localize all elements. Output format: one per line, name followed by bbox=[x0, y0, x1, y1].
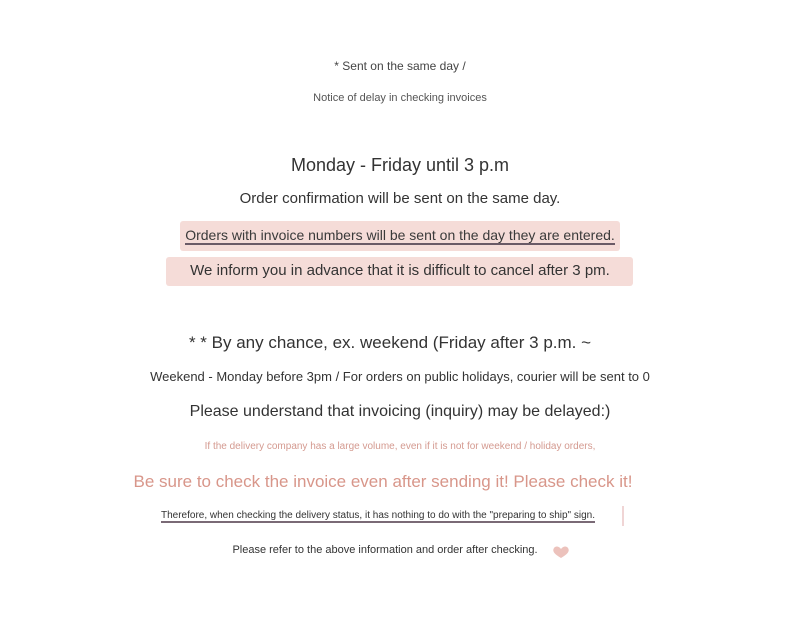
notice-line-delay: Notice of delay in checking invoices bbox=[313, 92, 487, 104]
cancel-notice-text: We inform you in advance that it is difficult to cancel after 3 pm. bbox=[190, 262, 610, 279]
invoice-numbers-underlined: Orders with invoice numbers will be sent on the day they are entered. bbox=[185, 227, 615, 243]
faint-bar bbox=[622, 506, 624, 526]
notice-line-sent-same-day: * Sent on the same day / bbox=[334, 59, 466, 73]
weekday-heading: Monday - Friday until 3 p.m bbox=[290, 155, 510, 175]
order-confirmation-text: Order confirmation will be sent on the same day. bbox=[239, 190, 561, 207]
invoice-numbers-text bbox=[0, 227, 800, 243]
therefore-text bbox=[0, 510, 778, 521]
heart-icon bbox=[550, 545, 572, 559]
understand-text: Please understand that invoicing (inquiry) may be delayed:) bbox=[189, 403, 611, 420]
weekend-detail-text: Weekend - Monday before 3pm / For orders on public holidays, courier will be sent to 0 bbox=[150, 369, 650, 384]
refer-text: Please refer to the above information and order after checking. bbox=[232, 544, 538, 556]
check-invoice-text: Be sure to check the invoice even after sending it! Please check it! bbox=[133, 472, 633, 491]
weekend-heading: * * By any chance, ex. weekend (Friday after 3 p.m. ~ bbox=[188, 333, 592, 352]
delivery-volume-text: If the delivery company has a large volume, even if it is not for weekend / holiday orders, bbox=[204, 441, 596, 452]
therefore-underlined: Therefore, when checking the delivery status, it has nothing to do with the "preparing to ship" sign. bbox=[160, 510, 595, 521]
